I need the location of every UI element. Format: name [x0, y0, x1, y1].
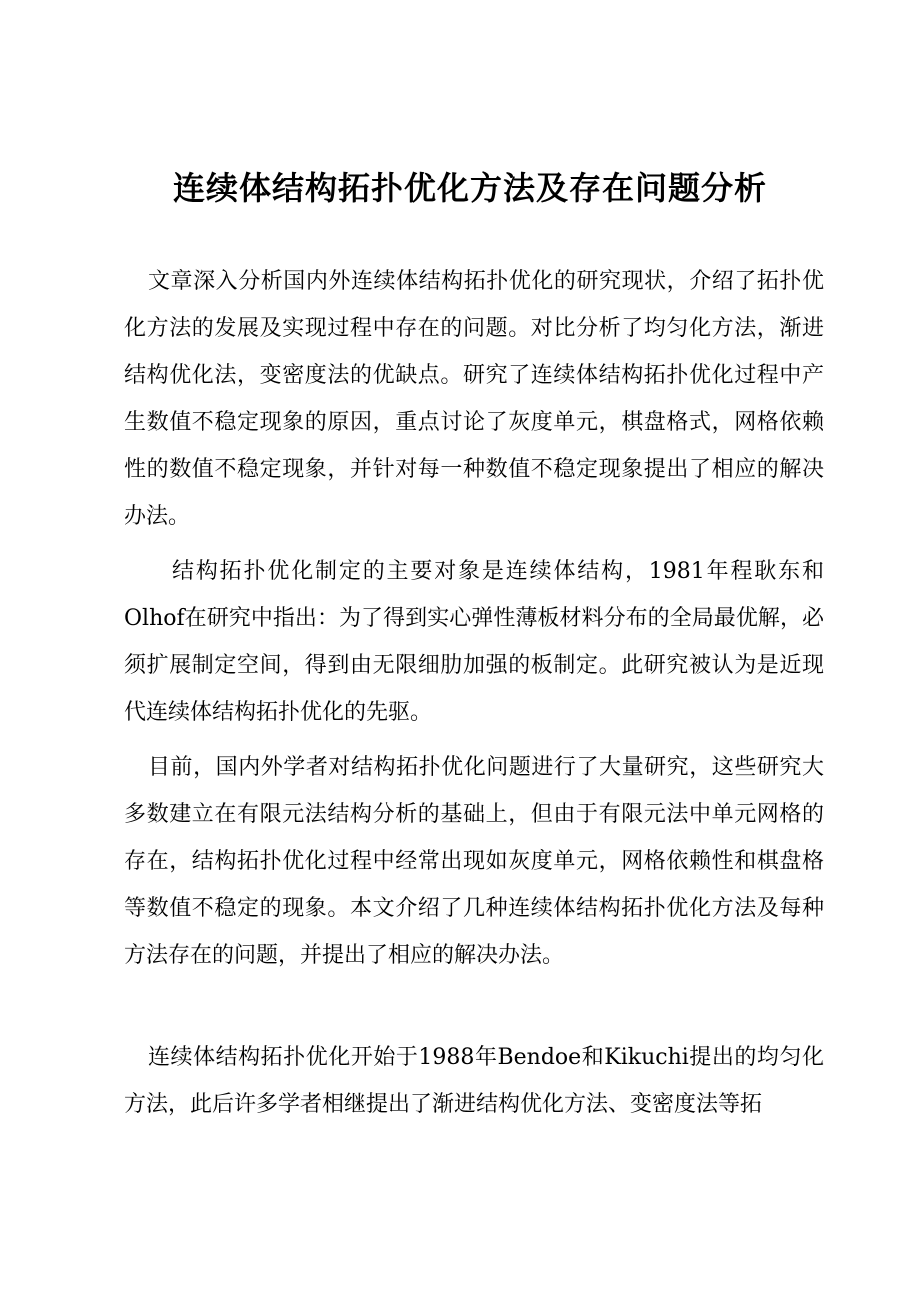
paragraph-methods-intro: 连续体结构拓扑优化开始于1988年Bendoe和Kikuchi提出的均匀化方法，此后许多学者相继提出了渐进结构优化方法、变密度法等拓	[124, 1045, 824, 1117]
document-title: 连续体结构拓扑优化方法及存在问题分析	[172, 169, 767, 207]
paragraph-background: 结构拓扑优化制定的主要对象是连续体结构，1981年程耿东和Olhof在研究中指出：为了得到实心弹性薄板材料分布的全局最优解，必须扩展制定空间，得到由无限细肋加强的板制定。此研究被认为是近现代连续体结构拓扑优化的先驱。	[124, 559, 824, 725]
paragraph-abstract: 文章深入分析国内外连续体结构拓扑优化的研究现状，介绍了拓扑优化方法的发展及实现过程中存在的问题。对比分析了均匀化方法，渐进结构优化法，变密度法的优缺点。研究了连续体结构拓扑优化过程中产生数值不稳定现象的原因，重点讨论了灰度单元，棋盘格式，网格依赖性的数值不稳定现象，并针对每一种数值不稳定现象提出了相应的解决办法。	[124, 269, 824, 529]
paragraph-current-research: 目前，国内外学者对结构拓扑优化问题进行了大量研究，这些研究大多数建立在有限元法结构分析的基础上，但由于有限元法中单元网格的存在，结构拓扑优化过程中经常出现如灰度单元，网格依赖性和棋盘格等数值不稳定的现象。本文介绍了几种连续体结构拓扑优化方法及每种方法存在的问题，并提出了相应的解决办法。	[124, 755, 824, 968]
